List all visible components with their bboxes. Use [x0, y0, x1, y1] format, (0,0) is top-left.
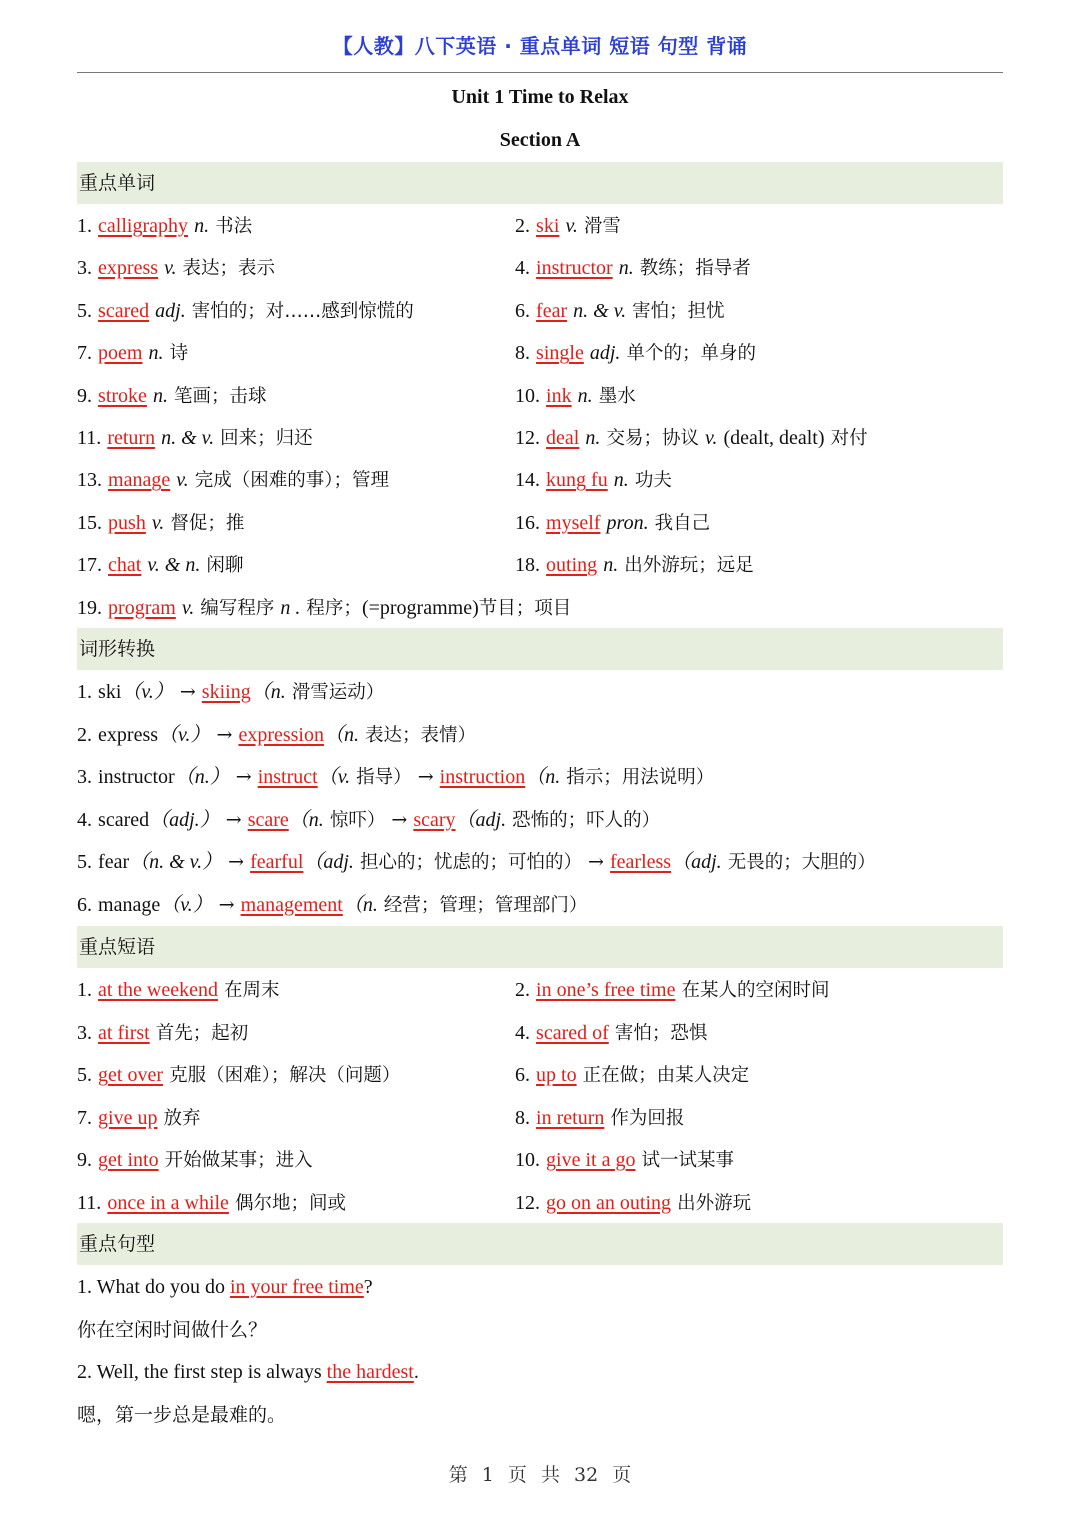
list-item: [77, 1097, 201, 1141]
answer-phrase: up to: [536, 1064, 577, 1086]
meaning: 在某人的空闲时间: [681, 980, 830, 1001]
answer-word: fearful: [250, 851, 304, 873]
meaning: 指示；用法说明）: [566, 767, 715, 788]
meaning: 试一试某事: [641, 1150, 735, 1171]
part-of-speech: v. & n.: [147, 554, 201, 577]
vocab-row: [77, 205, 1003, 248]
base-word: fear: [98, 851, 130, 873]
part-of-speech: （n.: [525, 766, 561, 788]
sentence-text: .: [413, 1361, 419, 1383]
meaning: 诗: [169, 343, 189, 365]
meaning: 单个的；单身的: [626, 343, 756, 365]
list-item: [515, 1182, 751, 1226]
vocab-row: [77, 375, 1003, 418]
part-of-speech: pron.: [606, 511, 649, 534]
answer-phrase: at the weekend: [98, 979, 218, 1001]
list-item: 4. scared（adj.） → scare（n. 惊吓） → scary（adj. 恐怖的；吓人的）: [77, 808, 661, 831]
answer-word: return: [107, 427, 156, 449]
list-item: [77, 417, 313, 461]
answer-phrase: give up: [98, 1106, 158, 1129]
item-number: 6.: [77, 893, 92, 916]
item-number: 18.: [515, 554, 540, 577]
item-number: 6.: [515, 1064, 530, 1086]
list-item: [515, 969, 830, 1013]
answer-phrase: once in a while: [107, 1191, 229, 1214]
meaning: 交易；协议: [606, 428, 699, 449]
item-number: 1.: [77, 681, 92, 703]
list-item: 2. express（v.） → expression（n. 表达；表情）: [77, 723, 477, 746]
list-item: [77, 1054, 400, 1098]
answer-word: scared: [98, 299, 150, 322]
meaning: 害怕；恐惧: [614, 1022, 708, 1044]
item-number: 12.: [515, 427, 540, 449]
section-header-sentences: 重点句型: [77, 1223, 1003, 1265]
answer-word: fearless: [610, 851, 672, 873]
item-number: 4.: [77, 808, 92, 831]
list-item: [77, 1351, 419, 1394]
wordform-row: [77, 714, 1003, 757]
item-number: 19.: [77, 596, 102, 619]
part-of-speech: v.: [565, 215, 578, 237]
item-number: 17.: [77, 554, 102, 577]
list-item: [77, 587, 571, 631]
list-item: [77, 1012, 248, 1056]
meaning: 恐怖的；吓人的）: [512, 809, 661, 831]
part-of-speech: （n.: [342, 893, 378, 916]
vocab-row: [77, 417, 1003, 460]
meaning: 程序；: [306, 597, 362, 619]
meaning: 闲聊: [206, 555, 244, 577]
part-of-speech: n.: [152, 384, 168, 407]
answer-word: instruct: [257, 766, 318, 788]
part-of-speech: n.: [148, 342, 164, 365]
list-item: [77, 969, 280, 1013]
part-of-speech: adj.: [589, 342, 621, 365]
vocab-row: [77, 290, 1003, 333]
item-number: 6.: [515, 299, 530, 322]
wordform-row: [77, 841, 1003, 884]
unit-title: Unit 1 Time to Relax: [451, 86, 629, 108]
answer-word: kung fu: [546, 469, 608, 492]
answer-phrase: go on an outing: [546, 1191, 672, 1214]
meaning: 督促；推: [170, 512, 245, 534]
meaning: 墨水: [598, 385, 636, 407]
answer-phrase: the hardest: [326, 1361, 414, 1383]
item-number: 10.: [515, 384, 540, 407]
meaning: 书法: [215, 216, 253, 237]
item-number: 7.: [77, 342, 92, 365]
meaning: 滑雪: [583, 216, 621, 237]
meaning: 功夫: [634, 470, 672, 492]
part-of-speech: n.: [613, 469, 629, 492]
part-of-speech: n.: [194, 215, 210, 237]
answer-word: deal: [546, 427, 580, 449]
list-item: [77, 247, 275, 291]
part-of-speech: v.: [164, 257, 177, 280]
answer-word: myself: [546, 511, 601, 534]
list-item: [77, 1182, 346, 1226]
meaning: 表达；表情）: [365, 724, 477, 746]
wordform-row: [77, 884, 1003, 927]
note: (=programme): [361, 596, 479, 619]
answer-phrase: in one’s free time: [536, 979, 676, 1001]
part-of-speech: （n.: [250, 681, 286, 703]
meaning: 惊吓）: [329, 809, 386, 831]
list-item: [77, 332, 188, 376]
part-of-speech: n. & v.: [573, 299, 627, 322]
base-word: manage: [98, 893, 161, 916]
meaning: 开始做某事；进入: [164, 1150, 313, 1171]
item-number: 2.: [515, 979, 530, 1001]
part-of-speech: v.: [151, 511, 165, 534]
item-number: 5.: [77, 1064, 92, 1086]
answer-word: management: [240, 893, 343, 916]
item-number: 16.: [515, 511, 540, 534]
document-header-title: 【人教】八下英语 · 重点单词 短语 句型 背诵: [332, 34, 748, 58]
answer-word: outing: [546, 554, 598, 577]
sentence-text: 1. What do you do: [77, 1276, 230, 1298]
meaning: 回来；归还: [220, 428, 313, 449]
item-number: 1.: [77, 215, 92, 237]
base-word: scared: [98, 808, 150, 831]
list-item: [77, 1139, 313, 1183]
sentence-translation: 嗯，第一步总是最难的。: [77, 1404, 287, 1426]
meaning: 完成（困难的事）；管理: [194, 470, 389, 492]
part-of-speech: （adj.）: [149, 808, 220, 831]
meaning: 编写程序: [200, 597, 275, 619]
vocab-row: [77, 247, 1003, 290]
list-item: [515, 205, 621, 249]
answer-word: calligraphy: [98, 215, 189, 237]
meaning: 放弃: [163, 1107, 201, 1129]
meaning: 担心的；忧虑的；可怕的）: [359, 852, 582, 873]
meaning: 首先；起初: [155, 1022, 249, 1044]
item-number: 10.: [515, 1149, 540, 1171]
part-of-speech: v.: [181, 596, 195, 619]
meaning: 害怕；担忧: [632, 300, 725, 322]
list-item: [77, 290, 414, 334]
answer-word: scary: [413, 808, 456, 831]
vocab-row: [77, 544, 1003, 587]
answer-word: single: [536, 342, 584, 365]
meaning: 作为回报: [610, 1107, 685, 1129]
section-header-phrases: 重点短语: [77, 926, 1003, 968]
part-of-speech: v.: [705, 427, 718, 449]
answer-word: fear: [536, 299, 568, 322]
answer-phrase: get into: [98, 1149, 159, 1171]
item-number: 9.: [77, 1149, 92, 1171]
part-of-speech: （adj.: [455, 808, 507, 831]
meaning: 对付: [830, 428, 868, 449]
vocab-row: [77, 459, 1003, 502]
part-of-speech: n.: [603, 554, 619, 577]
answer-word: stroke: [98, 384, 147, 407]
list-item: [515, 459, 672, 503]
phrase-row: [77, 1139, 1003, 1182]
meaning: 节目；项目: [478, 597, 572, 619]
meaning: 表达；表示: [182, 258, 276, 280]
part-of-speech: （n.: [288, 808, 324, 831]
part-of-speech: （n.: [323, 723, 359, 746]
list-item: 1. ski（v.） → skiing（n. 滑雪运动）: [77, 681, 385, 703]
part-of-speech: （v.）: [121, 681, 174, 703]
list-item: [515, 1139, 734, 1183]
section-header-vocab: 重点单词: [77, 162, 1003, 204]
list-item: 3. instructor（n.） → instruct（v. 指导） → instruction（n. 指示；用法说明）: [77, 766, 715, 788]
list-item: [77, 205, 252, 249]
list-item: [515, 1012, 707, 1056]
answer-word: scare: [247, 808, 289, 831]
item-number: 11.: [77, 1191, 102, 1214]
section-header-wordforms: 词形转换: [77, 628, 1003, 670]
part-of-speech: n .: [280, 596, 301, 619]
part-of-speech: （n. & v.）: [129, 851, 223, 873]
answer-word: instruction: [439, 766, 526, 788]
item-number: 13.: [77, 469, 102, 492]
sentence-translation: 你在空闲时间做什么？: [77, 1319, 268, 1341]
answer-word: program: [108, 596, 176, 619]
item-number: 1.: [77, 979, 92, 1001]
list-item: [77, 459, 389, 503]
vocab-row: [77, 332, 1003, 375]
part-of-speech: n.: [577, 384, 593, 407]
sentence-row: [77, 1351, 1003, 1394]
meaning: 经营；管理；管理部门）: [383, 894, 588, 916]
answer-phrase: at first: [98, 1021, 150, 1044]
answer-word: expression: [238, 723, 324, 746]
meaning: 出外游玩: [677, 1192, 752, 1214]
answer-word: express: [98, 257, 159, 280]
item-number: 9.: [77, 384, 92, 407]
item-number: 8.: [515, 1106, 530, 1129]
item-number: 2.: [515, 215, 530, 237]
list-item: [515, 247, 751, 291]
answer-word: manage: [108, 469, 171, 492]
item-number: 5.: [77, 299, 92, 322]
meaning: 教练；指导者: [639, 258, 751, 280]
phrase-row: [77, 1182, 1003, 1225]
meaning: 笔画；击球: [174, 385, 267, 407]
list-item: 6. manage（v.） → management（n. 经营；管理；管理部门）: [77, 893, 588, 916]
list-item: [515, 1054, 749, 1098]
item-number: 8.: [515, 342, 530, 365]
note: (dealt, dealt): [723, 427, 825, 449]
section-title: Section A: [499, 129, 581, 151]
answer-word: ink: [546, 384, 572, 407]
list-item: [515, 290, 725, 334]
part-of-speech: （v.: [317, 766, 351, 788]
list-item: [515, 1097, 684, 1141]
meaning: 害怕的；对……感到惊慌的: [191, 300, 414, 322]
list-item: [515, 332, 756, 376]
item-number: 12.: [515, 1191, 540, 1214]
header-divider: [77, 72, 1003, 73]
answer-word: instructor: [536, 257, 613, 280]
list-item: [77, 544, 243, 588]
base-word: express: [98, 723, 159, 746]
list-item: [77, 1266, 373, 1309]
part-of-speech: adj.: [155, 299, 186, 322]
list-item: [77, 375, 267, 419]
wordform-row: [77, 756, 1003, 799]
item-number: 7.: [77, 1106, 92, 1129]
vocab-row: [77, 502, 1003, 545]
part-of-speech: n.: [618, 257, 634, 280]
meaning: 在周末: [224, 980, 280, 1001]
meaning: 指导）: [356, 767, 412, 788]
phrase-row: [77, 1054, 1003, 1097]
sentence-row: [77, 1266, 1003, 1309]
meaning: 滑雪运动）: [291, 682, 385, 703]
list-item: [515, 375, 636, 419]
part-of-speech: （n.）: [174, 766, 230, 788]
answer-phrase: scared of: [536, 1021, 609, 1044]
sentence-text: 2. Well, the first step is always: [77, 1361, 327, 1383]
answer-word: push: [108, 511, 146, 534]
vocab-row: [77, 587, 1003, 630]
item-number: 3.: [77, 257, 92, 280]
part-of-speech: （adj.: [303, 851, 354, 873]
item-number: 15.: [77, 511, 102, 534]
sentence-text: ?: [363, 1276, 373, 1298]
list-item: [77, 502, 244, 546]
part-of-speech: （v.）: [158, 723, 211, 746]
answer-phrase: give it a go: [546, 1149, 636, 1171]
item-number: 4.: [515, 257, 530, 280]
item-number: 11.: [77, 427, 102, 449]
meaning: 出外游玩；远足: [624, 555, 754, 577]
phrase-row: [77, 1097, 1003, 1140]
answer-phrase: in your free time: [229, 1276, 364, 1298]
wordform-row: [77, 671, 1003, 714]
list-item: [515, 544, 754, 588]
answer-word: skiing: [201, 681, 251, 703]
item-number: 14.: [515, 469, 540, 492]
phrase-row: [77, 969, 1003, 1012]
meaning: 正在做；由某人决定: [582, 1065, 750, 1086]
part-of-speech: （v.）: [160, 893, 213, 916]
page-footer: 第 1 页 共 32 页: [448, 1464, 632, 1486]
meaning: 偶尔地；间或: [234, 1192, 346, 1214]
base-word: instructor: [98, 766, 175, 788]
answer-phrase: get over: [98, 1064, 164, 1086]
item-number: 3.: [77, 766, 92, 788]
base-word: ski: [98, 681, 122, 703]
meaning: 我自己: [654, 512, 711, 534]
answer-word: chat: [108, 554, 142, 577]
list-item: 5. fear（n. & v.） → fearful（adj. 担心的；忧虑的；可怕的） → fearless（adj. 无畏的；大胆的）: [77, 851, 876, 873]
part-of-speech: （adj.: [671, 851, 722, 873]
item-number: 4.: [515, 1021, 530, 1044]
answer-word: poem: [98, 342, 143, 365]
part-of-speech: n.: [585, 427, 601, 449]
wordform-row: [77, 799, 1003, 842]
meaning: 克服（困难）；解决（问题）: [169, 1065, 401, 1086]
list-item: [515, 417, 868, 461]
item-number: 2.: [77, 723, 92, 746]
item-number: 3.: [77, 1021, 92, 1044]
list-item: [515, 502, 710, 546]
phrase-row: [77, 1012, 1003, 1055]
part-of-speech: n. & v.: [161, 427, 215, 449]
meaning: 无畏的；大胆的）: [727, 852, 876, 873]
answer-word: ski: [536, 215, 560, 237]
part-of-speech: v.: [176, 469, 189, 492]
answer-phrase: in return: [536, 1106, 605, 1129]
item-number: 5.: [77, 851, 92, 873]
